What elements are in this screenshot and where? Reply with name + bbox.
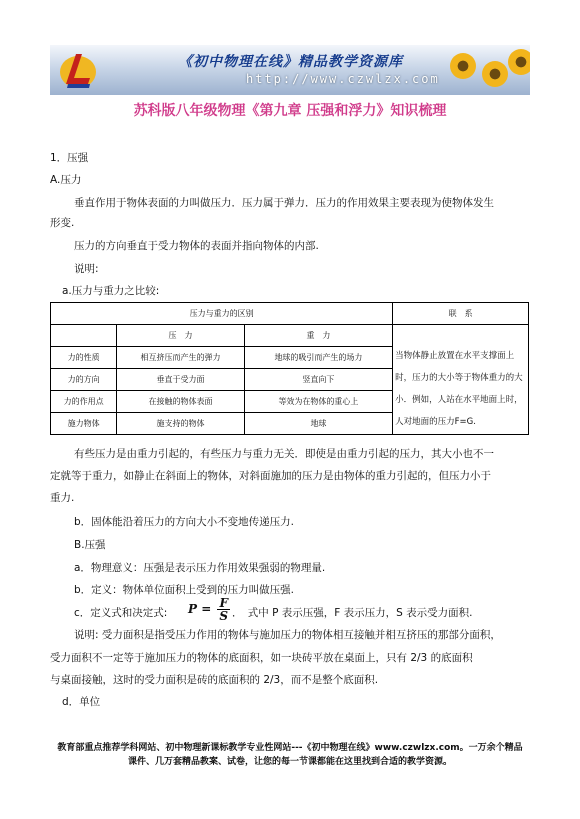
paragraph-line: 垂直作用于物体表面的力叫做压力．压力属于弹力．压力的作用效果主要表现为使物体发生 xyxy=(74,197,494,209)
paragraph-line: 说明: 受力面积是指受压力作用的物体与施加压力的物体相互接触并相互挤压的那部分面积， xyxy=(74,629,501,641)
header-banner xyxy=(50,45,530,95)
table-col-pressure: 压 力 xyxy=(117,325,244,347)
formula-numerator: F xyxy=(219,596,228,610)
paragraph-line: 压力的方向垂直于受力物体的表面并指向物体的内部. xyxy=(74,240,319,252)
gravity-cell: 等效为在物体的重心上 xyxy=(244,391,392,413)
row-label: 施力物体 xyxy=(51,413,117,435)
sunflower-icon xyxy=(508,49,530,75)
formula-equals: = xyxy=(201,602,212,616)
sunflower-icon xyxy=(450,53,476,79)
pressure-cell: 在接触的物体表面 xyxy=(117,391,244,413)
list-item: b．定义：物体单位面积上受到的压力叫做压强. xyxy=(74,584,295,596)
table-relation-header: 联 系 xyxy=(393,303,529,325)
banner-url[interactable]: http://www.czwlzx.com xyxy=(246,72,440,86)
table-relation-cell: 当物体静止放置在水平支撑面上时，压力的大小等于物体重力的大小．例如，人站在水平地面上时，人对地面的压力F=G. xyxy=(393,325,529,435)
pressure-cell: 相互挤压而产生的弹力 xyxy=(117,347,244,369)
formula-lhs: P xyxy=(188,602,198,616)
row-label: 力的方向 xyxy=(51,369,117,391)
footer-line: 教育部重点推荐学科网站、初中物理新课标教学专业性网站---《初中物理在线》www.czwlzx.com。一万余个精品 xyxy=(57,743,523,753)
section-heading: B.压强 xyxy=(74,539,106,551)
formula-denominator: S xyxy=(219,609,229,623)
section-heading: A.压力 xyxy=(50,174,82,186)
table-col-gravity: 重 力 xyxy=(244,325,392,347)
site-logo-icon xyxy=(56,48,100,92)
comparison-table xyxy=(50,302,529,435)
paragraph-line: b．固体能沿着压力的方向大小不变地传递压力. xyxy=(74,516,295,528)
paragraph-line: 定就等于重力，如静止在斜面上的物体，对斜面施加的压力是由物体的重力引起的，但压力小于 xyxy=(50,470,491,482)
page-title: 苏科版八年级物理《第九章 压强和浮力》知识梳理 xyxy=(133,103,447,119)
paragraph-line: ． 式中 P 表示压强，F 表示压力，S 表示受力面积. xyxy=(232,607,473,619)
subheading: a.压力与重力之比较: xyxy=(62,285,160,297)
pressure-cell: 垂直于受力面 xyxy=(117,369,244,391)
sunflower-icon xyxy=(482,61,508,87)
gravity-cell: 地球的吸引而产生的场力 xyxy=(244,347,392,369)
formula-fraction xyxy=(217,597,230,622)
paragraph-line: 受力面积不一定等于施加压力的物体的底面积，如一块砖平放在桌面上，只有 2/3 的底面积 xyxy=(50,652,473,664)
paragraph-line: 有些压力是由重力引起的，有些压力与重力无关．即使是由重力引起的压力，其大小也不一 xyxy=(74,448,494,460)
row-label: 力的性质 xyxy=(51,347,117,369)
banner-slogan: 《初中物理在线》精品教学资源库 xyxy=(178,54,403,70)
list-item: d．单位 xyxy=(62,696,101,708)
pressure-formula xyxy=(188,597,230,622)
list-item: c．定义式和决定式: xyxy=(74,607,168,619)
paragraph-line: 重力. xyxy=(50,492,75,504)
list-item: a．物理意义：压强是表示压力作用效果强弱的物理量. xyxy=(74,562,326,574)
table-group-header: 压力与重力的区别 xyxy=(51,303,393,325)
gravity-cell: 竖直向下 xyxy=(244,369,392,391)
table-corner-cell xyxy=(51,325,117,347)
section-heading: 1．压强 xyxy=(50,152,89,164)
footer-line: 课件、几万套精品教案、试卷，让您的每一节课都能在这里找到合适的教学资源。 xyxy=(127,757,452,767)
row-label: 力的作用点 xyxy=(51,391,117,413)
paragraph-line: 形变. xyxy=(50,217,75,229)
pressure-cell: 施支持的物体 xyxy=(117,413,244,435)
paragraph-line: 与桌面接触，这时的受力面积是砖的底面积的 2/3，而不是整个底面积. xyxy=(50,674,379,686)
gravity-cell: 地球 xyxy=(244,413,392,435)
note-label: 说明: xyxy=(74,263,99,275)
